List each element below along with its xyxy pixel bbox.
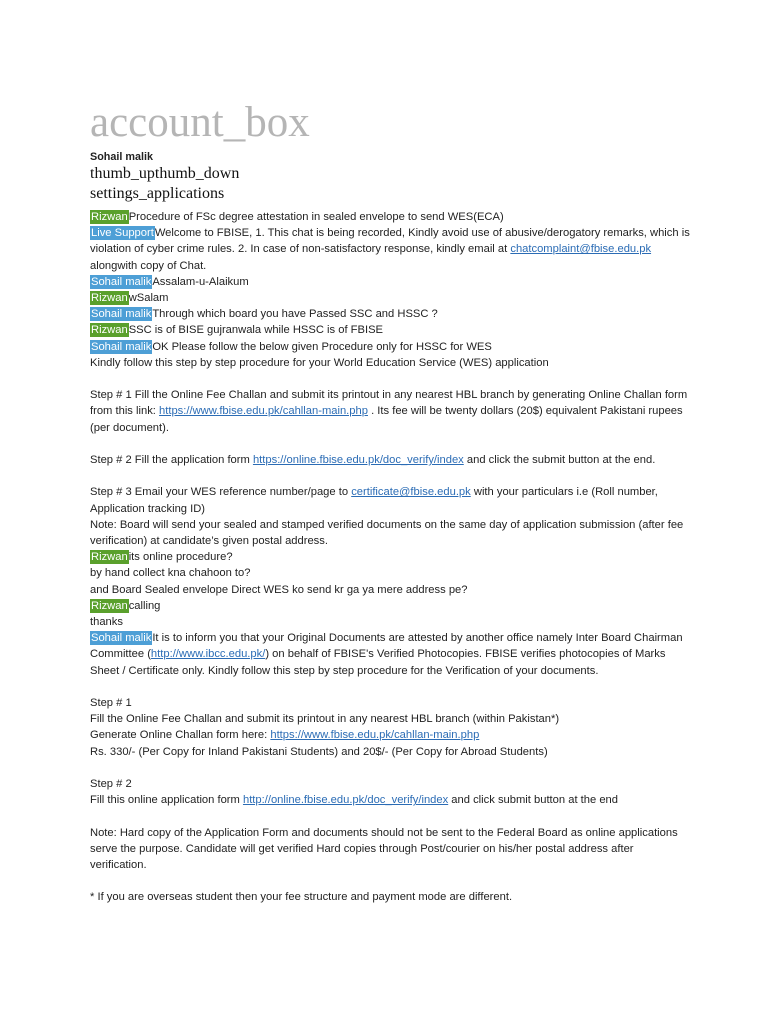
step-text: Fill this online application form	[90, 794, 243, 807]
step-paragraph	[90, 484, 690, 516]
step-line	[90, 792, 690, 808]
step-text: and click the submit button at the end.	[463, 454, 656, 467]
message-text: It is to inform you that your Original Documents are attested by another office namely Inter Board Chairman Committee (	[90, 632, 683, 661]
spacer	[90, 371, 690, 387]
message-line: and Board Sealed envelope Direct WES ko send kr ga ya mere address pe?	[90, 583, 468, 596]
note-paragraph: Note: Hard copy of the Application Form and documents should not be sent to the Federal Board as online applications serve the purpose. Candidate will get verified Hard copies through Post/courier on his/her postal address after verification.	[90, 826, 678, 872]
footnote: * If you are overseas student then your fee structure and payment mode are different.	[90, 891, 513, 904]
message-text: calling	[128, 599, 161, 612]
account-box-icon: account_box	[90, 99, 310, 146]
step-text: . Its fee will be twenty dollars (20$) equivalent Pakistani rupees (per document).	[90, 405, 683, 434]
spacer	[90, 760, 690, 776]
step-text: Step # 3 Email your WES reference number/page to	[90, 486, 352, 499]
email-link[interactable]: chatcomplaint@fbise.edu.pk	[510, 243, 652, 256]
step-line	[90, 727, 690, 743]
step-line: Rs. 330/- (Per Copy for Inland Pakistani Students) and 20$/- (Per Copy for Abroad Students)	[90, 745, 548, 758]
chat-message	[90, 225, 690, 274]
message-line: by hand collect kna chahoon to?	[90, 567, 251, 580]
speaker-tag: Rizwan	[91, 599, 128, 612]
message-text: Through which board you have Passed SSC and HSSC ?	[152, 308, 438, 321]
speaker-tag: Rizwan	[91, 292, 128, 305]
speaker-tag: Rizwan	[91, 211, 128, 223]
message-line: Kindly follow this step by step procedure for your World Education Service (WES) application	[90, 356, 549, 369]
speaker-tag: Sohail malik	[91, 632, 152, 645]
spacer	[90, 679, 690, 695]
step-title: Step # 2	[90, 778, 132, 791]
challan-link[interactable]: https://www.fbise.edu.pk/cahllan-main.php	[159, 405, 368, 418]
spacer	[90, 873, 690, 889]
settings-applications-label: settings_applications	[90, 185, 225, 202]
ibcc-link[interactable]: http://www.ibcc.edu.pk/	[150, 648, 266, 661]
message-text: ) on behalf of FBISE's Verified Photocopies. FBISE verifies photocopies of Marks Sheet / Certificate only. Kindly follow this step by step procedure for the Verification of your documents.	[90, 648, 666, 677]
doc-verify-link[interactable]: https://online.fbise.edu.pk/doc_verify/index	[252, 454, 464, 467]
certificate-email-link[interactable]: certificate@fbise.edu.pk	[351, 486, 471, 499]
chat-message	[90, 209, 690, 225]
speaker-tag: Rizwan	[91, 551, 128, 564]
chat-message	[90, 322, 690, 338]
document-page	[90, 100, 690, 906]
message-text: Procedure of FSc degree attestation in sealed envelope to send WES(ECA)	[128, 211, 504, 223]
speaker-tag: Sohail malik	[91, 340, 152, 353]
message-text: its online procedure?	[128, 551, 233, 564]
step-text: and click submit button at the end	[448, 794, 618, 807]
chat-transcript	[90, 209, 690, 906]
message-text: OK Please follow the below given Procedure only for HSSC for WES	[152, 340, 492, 353]
chat-message	[90, 274, 690, 290]
chat-message	[90, 290, 690, 306]
note-paragraph: Note: Board will send your sealed and stamped verified documents on the same day of application submission (after fee verification) at candidate’s given postal address.	[90, 518, 684, 548]
message-text: Welcome to FBISE, 1. This chat is being recorded, Kindly avoid use of abusive/derogatory remarks, which is violation of cyber crime rules. 2. In case of non-satisfactory response, kindly email at	[90, 227, 690, 256]
step-line: Fill the Online Fee Challan and submit its printout in any nearest HBL branch (within Pakistan*)	[90, 713, 560, 726]
thumbs-icons	[90, 164, 690, 184]
message-text: wSalam	[128, 292, 169, 305]
chat-message	[90, 549, 690, 565]
message-line: thanks	[90, 616, 123, 629]
thumb-up-down-icon[interactable]: thumb_upthumb_down	[90, 165, 240, 182]
step-text: with your particulars i.e (Roll number, Application tracking ID)	[90, 486, 658, 515]
spacer	[90, 808, 690, 824]
speaker-tag: Sohail malik	[91, 308, 152, 321]
step-text: Step # 1 Fill the Online Fee Challan and submit its printout in any nearest HBL branch by generating Online Challan form from this link:	[90, 389, 688, 418]
author-name: Sohail malik	[90, 151, 154, 163]
spacer	[90, 468, 690, 484]
doc-verify-link[interactable]: http://online.fbise.edu.pk/doc_verify/index	[242, 794, 449, 807]
challan-link[interactable]: https://www.fbise.edu.pk/cahllan-main.php	[270, 729, 480, 742]
message-text: alongwith copy of Chat.	[90, 259, 207, 272]
spacer	[90, 436, 690, 452]
chat-message	[90, 598, 690, 614]
speaker-tag: Rizwan	[91, 324, 128, 337]
step-paragraph	[90, 452, 690, 468]
message-text: Assalam-u-Alaikum	[152, 275, 249, 288]
step-paragraph	[90, 387, 690, 436]
step-title: Step # 1	[90, 697, 132, 710]
step-text: Step # 2 Fill the application form	[90, 454, 253, 467]
speaker-tag: Live Support	[91, 227, 154, 240]
step-text: Generate Online Challan form here:	[90, 729, 271, 742]
message-text: SSC is of BISE gujranwala while HSSC is of FBISE	[128, 324, 383, 337]
settings-applications-icon[interactable]	[90, 184, 690, 204]
speaker-tag: Sohail malik	[91, 275, 152, 288]
chat-message	[90, 630, 690, 679]
chat-message	[90, 339, 690, 355]
chat-message	[90, 306, 690, 322]
